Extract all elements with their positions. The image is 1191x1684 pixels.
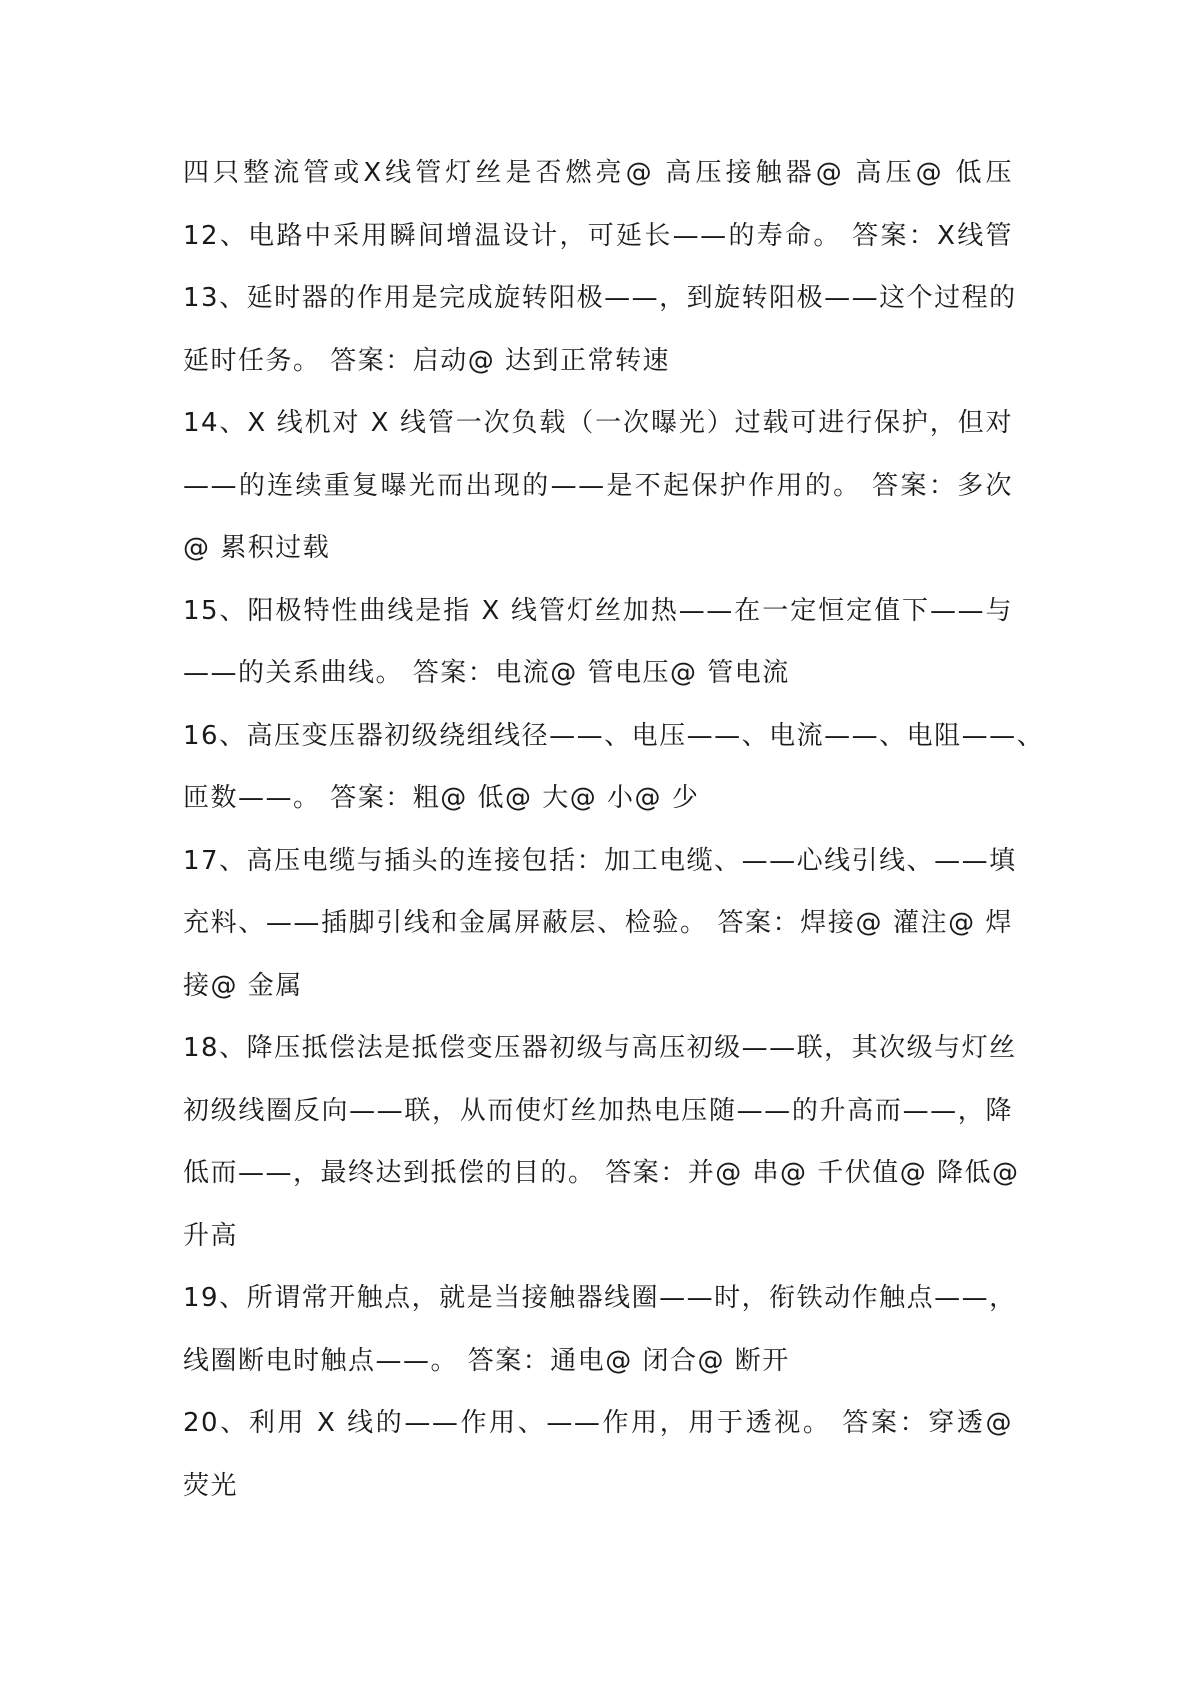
text-line: 18、降压抵偿法是抵偿变压器初级与高压初级——联，其次级与灯丝 xyxy=(183,1033,1017,1063)
text-line: 四只整流管或X线管灯丝是否燃亮@ 高压接触器@ 高压@ 低压 xyxy=(183,158,1013,188)
text-line: 升高 xyxy=(183,1220,239,1251)
document-body xyxy=(183,152,1045,1527)
text-line: 延时任务。 答案：启动@ 达到正常转速 xyxy=(183,345,671,376)
text-line: 匝数——。 答案：粗@ 低@ 大@ 小@ 少 xyxy=(183,783,700,813)
text-line: 14、X 线机对 X 线管一次负载（一次曝光）过载可进行保护，但对 xyxy=(183,408,1013,438)
text-line: 线圈断电时触点——。 答案：通电@ 闭合@ 断开 xyxy=(183,1345,790,1376)
text-line: @ 累积过载 xyxy=(183,533,331,563)
text-line: 初级线圈反向——联，从而使灯丝加热电压随——的升高而——，降 xyxy=(183,1095,1013,1126)
text-line: 13、延时器的作用是完成旋转阳极——，到旋转阳极——这个过程的 xyxy=(183,283,1017,313)
text-line: 荧光 xyxy=(183,1470,239,1501)
text-line: 16、高压变压器初级绕组线径——、电压——、电流——、电阻——、 xyxy=(183,720,1045,751)
text-line: 20、利用 X 线的——作用、——作用，用于透视。 答案：穿透@ xyxy=(183,1408,1013,1438)
text-line: 12、电路中采用瞬间增温设计，可延长——的寿命。 答案：X线管 xyxy=(183,220,1013,251)
text-line: 15、阳极特性曲线是指 X 线管灯丝加热——在一定恒定值下——与 xyxy=(183,595,1013,626)
text-line: 低而——，最终达到抵偿的目的。 答案：并@ 串@ 千伏值@ 降低@ xyxy=(183,1158,1020,1188)
text-line: 接@ 金属 xyxy=(183,970,303,1001)
text-line: 充料、——插脚引线和金属屏蔽层、检验。 答案：焊接@ 灌注@ 焊 xyxy=(183,908,1013,938)
text-line: 17、高压电缆与插头的连接包括：加工电缆、——心线引线、——填 xyxy=(183,845,1017,876)
text-line: ——的关系曲线。 答案：电流@ 管电压@ 管电流 xyxy=(183,658,790,688)
text-line: ——的连续重复曝光而出现的——是不起保护作用的。 答案：多次 xyxy=(183,470,1013,501)
text-line: 19、所谓常开触点，就是当接触器线圈——时，衔铁动作触点——， xyxy=(183,1283,1017,1313)
